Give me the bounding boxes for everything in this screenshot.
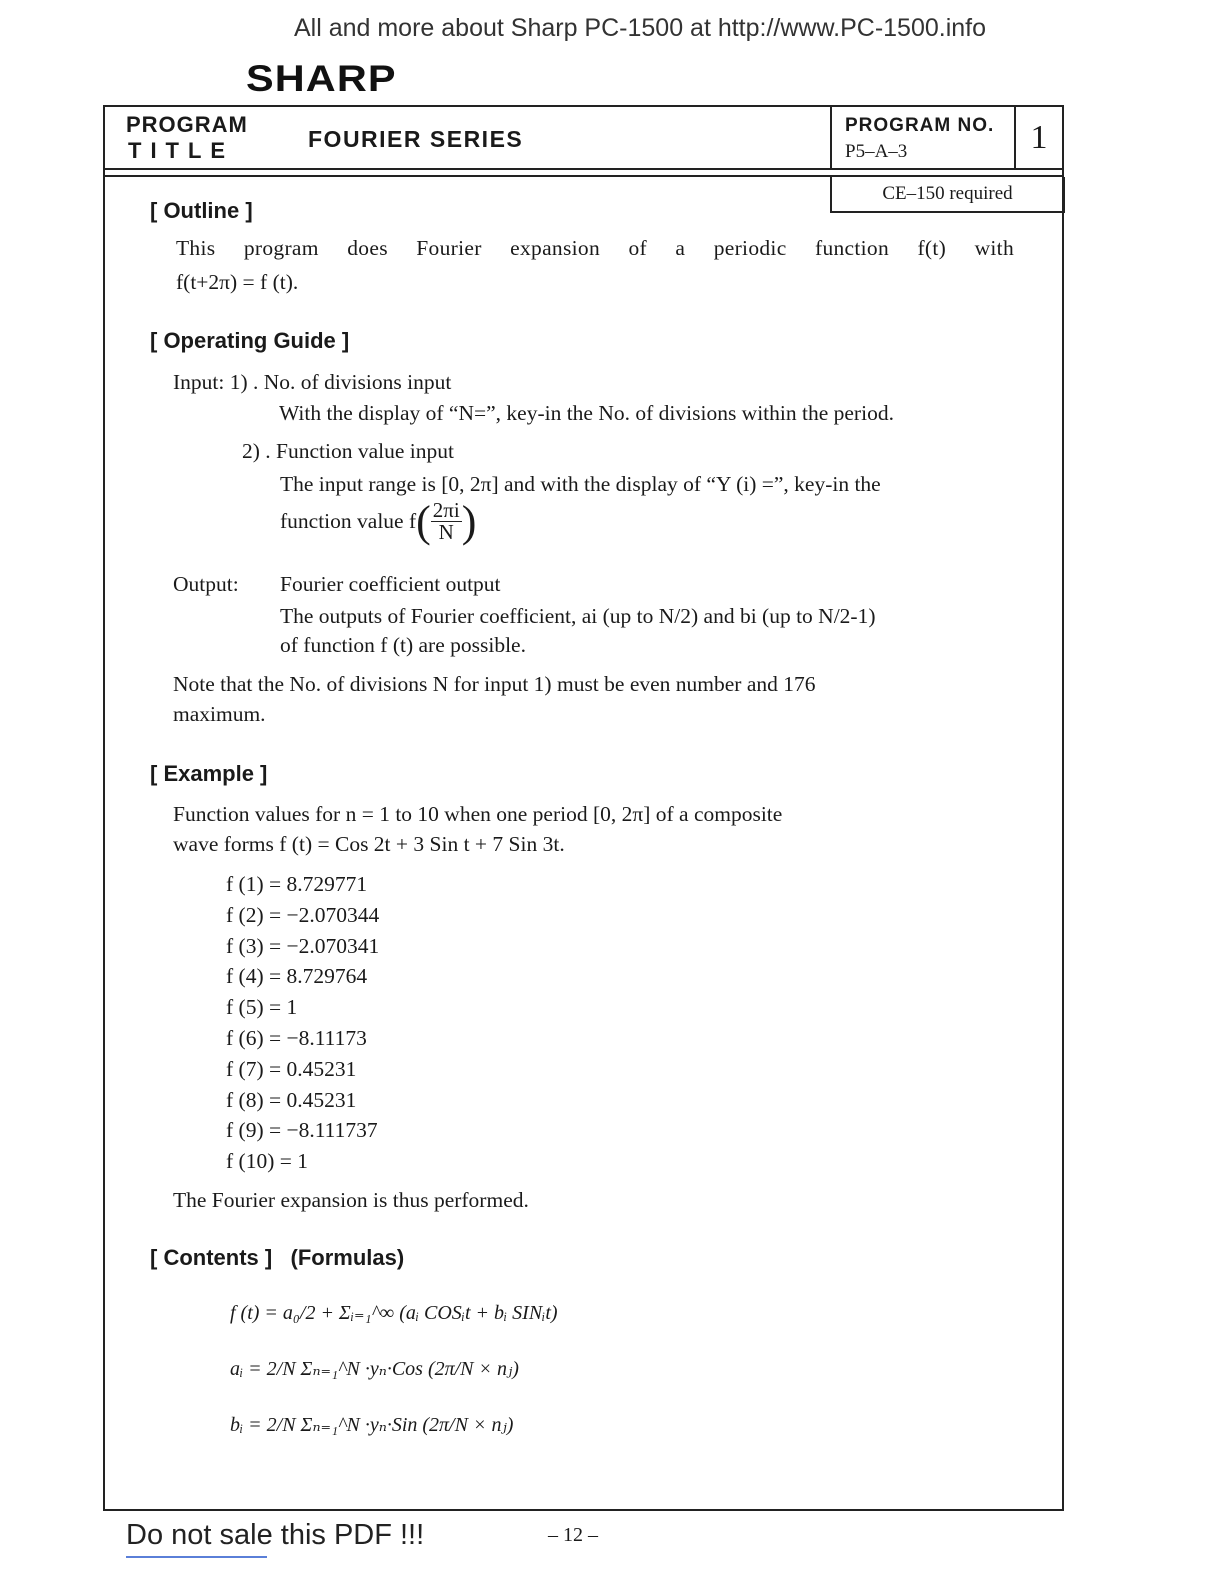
input-1-description: With the display of “N=”, key-in the No. of divisions within the period.: [279, 401, 894, 425]
example-value-4: f (4) = 8.729764: [226, 964, 368, 989]
note-line-2: maximum.: [173, 702, 266, 726]
program-number-value: P5–A–3: [845, 141, 908, 162]
program-title: FOURIER SERIES: [308, 126, 524, 152]
outline-heading: [ Outline ]: [150, 198, 253, 223]
outline-line-1: This program does Fourier expansion of a periodic function f(t) with: [176, 236, 1014, 260]
paren-open: (: [416, 497, 431, 546]
output-description-2: of function f (t) are possible.: [280, 633, 526, 657]
header-separator-left: [830, 105, 832, 169]
example-value-8: f (8) = 0.45231: [226, 1087, 357, 1112]
example-value-3: f (3) = −2.070341: [226, 933, 380, 958]
output-description-1: The outputs of Fourier coefficient, ai (up to N/2) and bi (up to N/2-1): [280, 604, 876, 628]
source-url-line: All and more about Sharp PC-1500 at http://www.PC-1500.info: [293, 14, 987, 42]
footer-notice-underline: [126, 1556, 267, 1558]
formula-fourier-series: f (t) = a₀/2 + Σᵢ₌₁^∞ (aᵢ COSᵢt + bᵢ SINᵢt): [230, 1302, 558, 1324]
paren-close: ): [461, 497, 477, 546]
program-number-label: PROGRAM NO.: [845, 115, 995, 136]
input-1-title: Input: 1) . No. of divisions input: [173, 370, 452, 394]
example-value-10: f (10) = 1: [226, 1149, 308, 1174]
formula-b-coefficient: bᵢ = 2/N Σₙ₌₁^N ·yₙ·Sin (2π/N × nⱼ): [230, 1414, 514, 1436]
sharp-logo: SHARP: [246, 58, 397, 99]
input-2-description: The input range is [0, 2π] and with the display of “Y (i) =”, key-in the: [280, 472, 881, 496]
example-line-2: wave forms f (t) = Cos 2t + 3 Sin t + 7 Sin 3t.: [173, 832, 565, 856]
example-value-7: f (7) = 0.45231: [226, 1056, 357, 1081]
fraction-denominator: N: [438, 520, 454, 544]
note-line-1: Note that the No. of divisions N for input 1) must be even number and 176: [173, 672, 816, 696]
output-title: Fourier coefficient output: [280, 572, 501, 596]
example-value-1: f (1) = 8.729771: [226, 872, 368, 896]
example-value-6: f (6) = −8.11173: [226, 1025, 367, 1050]
example-line-1: Function values for n = 1 to 10 when one period [0, 2π] of a composite: [173, 802, 783, 826]
outline-line-2: f(t+2π) = f (t).: [176, 270, 299, 294]
header-divider-top: [103, 168, 1064, 170]
sheet-number: 1: [1030, 119, 1048, 156]
fraction-numerator: 2πi: [432, 498, 460, 522]
operating-guide-heading: [ Operating Guide ]: [150, 328, 350, 353]
example-heading: [ Example ]: [150, 761, 268, 786]
example-value-5: f (5) = 1: [226, 995, 298, 1020]
function-value-fraction: [431, 500, 462, 543]
output-label: Output:: [173, 572, 239, 596]
requirement-badge: CE–150 required: [830, 177, 1065, 213]
formula-a-coefficient: aᵢ = 2/N Σₙ₌₁^N ·yₙ·Cos (2π/N × nⱼ): [230, 1358, 519, 1380]
program-label: PROGRAM: [126, 112, 248, 137]
contents-heading: [ Contents ] (Formulas): [150, 1245, 405, 1270]
input-2-title: 2) . Function value input: [242, 439, 454, 463]
title-label: TITLE: [128, 138, 235, 163]
example-value-2: f (2) = −2.070344: [226, 902, 380, 927]
example-conclusion: The Fourier expansion is thus performed.: [173, 1188, 529, 1212]
function-value-label: function value f: [280, 509, 417, 533]
example-values-list: [226, 869, 379, 1177]
example-value-9: f (9) = −8.111737: [226, 1118, 378, 1143]
footer-page-number: – 12 –: [548, 1524, 598, 1546]
input-2-function-value: [280, 497, 477, 546]
footer-notice: Do not sale this PDF !!!: [126, 1519, 425, 1551]
